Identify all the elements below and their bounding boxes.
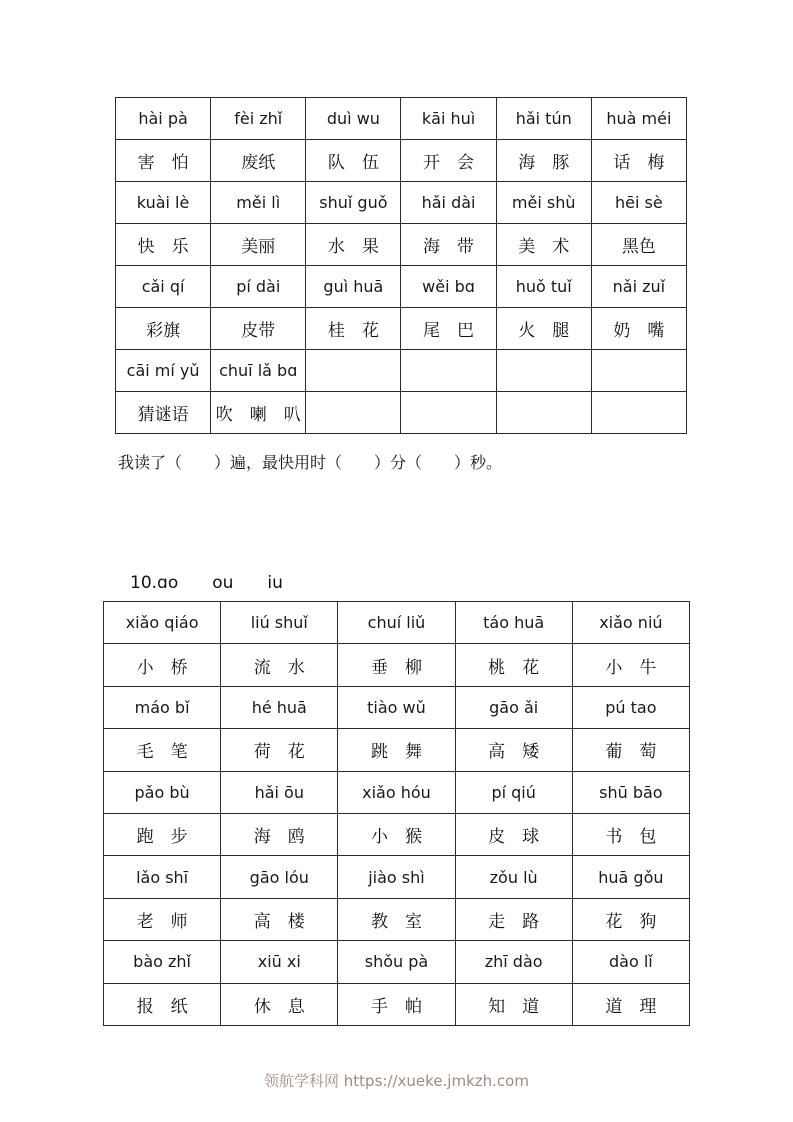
hanzi-cell: 桃 花 (455, 644, 572, 686)
hanzi-cell: 奶 嘴 (591, 308, 686, 350)
table-row (104, 644, 690, 686)
table-row (116, 308, 687, 350)
pinyin-cell: pí dài (211, 266, 306, 308)
hanzi-cell: 手 帕 (338, 983, 455, 1025)
pinyin-cell: pú tao (572, 686, 689, 728)
hanzi-cell (401, 392, 496, 434)
pinyin-cell: gāo lóu (221, 856, 338, 898)
hanzi-cell: 废纸 (211, 140, 306, 182)
pinyin-cell: pí qiú (455, 771, 572, 813)
table-row (116, 98, 687, 140)
pinyin-cell: duì wu (306, 98, 401, 140)
hanzi-cell: 黑色 (591, 224, 686, 266)
pinyin-cell: jiào shì (338, 856, 455, 898)
pinyin-cell: hé huā (221, 686, 338, 728)
hanzi-cell: 彩旗 (116, 308, 211, 350)
hanzi-cell: 走 路 (455, 898, 572, 940)
pinyin-cell: shuǐ guǒ (306, 182, 401, 224)
pinyin-word-table-2 (103, 601, 690, 1026)
hanzi-cell: 皮带 (211, 308, 306, 350)
hanzi-cell: 老 师 (104, 898, 221, 940)
hanzi-cell: 皮 球 (455, 813, 572, 855)
hanzi-cell: 桂 花 (306, 308, 401, 350)
footer-watermark: 领航学科网 https://xueke.jmkzh.com (264, 1072, 529, 1090)
hanzi-cell: 猜谜语 (116, 392, 211, 434)
hanzi-cell: 海 豚 (496, 140, 591, 182)
hanzi-cell (496, 392, 591, 434)
pinyin-cell: shǒu pà (338, 941, 455, 983)
table-row (116, 182, 687, 224)
hanzi-cell (306, 392, 401, 434)
pinyin-cell: chuī lǎ bɑ (211, 350, 306, 392)
pinyin-cell: guì huā (306, 266, 401, 308)
hanzi-cell: 花 狗 (572, 898, 689, 940)
pinyin-cell: hēi sè (591, 182, 686, 224)
pinyin-cell: xiǎo qiáo (104, 602, 221, 644)
hanzi-cell: 高 矮 (455, 729, 572, 771)
hanzi-cell: 休 息 (221, 983, 338, 1025)
hanzi-cell: 流 水 (221, 644, 338, 686)
table-row (104, 898, 690, 940)
hanzi-cell: 垂 柳 (338, 644, 455, 686)
hanzi-cell: 毛 笔 (104, 729, 221, 771)
table-row (116, 224, 687, 266)
hanzi-cell: 教 室 (338, 898, 455, 940)
pinyin-cell: pǎo bù (104, 771, 221, 813)
hanzi-cell: 队 伍 (306, 140, 401, 182)
pinyin-cell: fèi zhǐ (211, 98, 306, 140)
hanzi-cell: 道 理 (572, 983, 689, 1025)
table-row (104, 941, 690, 983)
hanzi-cell: 跳 舞 (338, 729, 455, 771)
hanzi-cell: 尾 巴 (401, 308, 496, 350)
hanzi-cell: 高 楼 (221, 898, 338, 940)
hanzi-cell: 海 带 (401, 224, 496, 266)
pinyin-cell: měi lì (211, 182, 306, 224)
hanzi-cell: 快 乐 (116, 224, 211, 266)
pinyin-cell: wěi bɑ (401, 266, 496, 308)
pinyin-cell (496, 350, 591, 392)
hanzi-cell: 书 包 (572, 813, 689, 855)
pinyin-cell: cāi mí yǔ (116, 350, 211, 392)
table-row (116, 392, 687, 434)
hanzi-cell: 报 纸 (104, 983, 221, 1025)
pinyin-cell: kuài lè (116, 182, 211, 224)
table-row (116, 350, 687, 392)
pinyin-word-table-1 (115, 97, 687, 434)
pinyin-cell: zhī dào (455, 941, 572, 983)
hanzi-cell: 火 腿 (496, 308, 591, 350)
pinyin-cell: gāo ǎi (455, 686, 572, 728)
table-row (104, 856, 690, 898)
pinyin-cell: xiǎo hóu (338, 771, 455, 813)
hanzi-cell (591, 392, 686, 434)
pinyin-cell: shū bāo (572, 771, 689, 813)
pinyin-cell: hǎi tún (496, 98, 591, 140)
pinyin-cell: kāi huì (401, 98, 496, 140)
hanzi-cell: 吹 喇 叭 (211, 392, 306, 434)
table-row (104, 686, 690, 728)
pinyin-cell: nǎi zuǐ (591, 266, 686, 308)
pinyin-cell: hǎi dài (401, 182, 496, 224)
table-row (104, 602, 690, 644)
pinyin-cell: huà méi (591, 98, 686, 140)
pinyin-cell: xiǎo niú (572, 602, 689, 644)
hanzi-cell: 美 术 (496, 224, 591, 266)
table-row (104, 813, 690, 855)
pinyin-cell: xiū xi (221, 941, 338, 983)
pinyin-cell (591, 350, 686, 392)
hanzi-cell: 海 鸥 (221, 813, 338, 855)
pinyin-cell: měi shù (496, 182, 591, 224)
pinyin-cell (401, 350, 496, 392)
pinyin-cell: bào zhǐ (104, 941, 221, 983)
hanzi-cell: 小 桥 (104, 644, 221, 686)
table-row (116, 140, 687, 182)
pinyin-cell: hài pà (116, 98, 211, 140)
table-row (116, 266, 687, 308)
pinyin-cell: dào lǐ (572, 941, 689, 983)
pinyin-cell: huā gǒu (572, 856, 689, 898)
pinyin-cell: táo huā (455, 602, 572, 644)
hanzi-cell: 葡 萄 (572, 729, 689, 771)
pinyin-cell: huǒ tuǐ (496, 266, 591, 308)
hanzi-cell: 美丽 (211, 224, 306, 266)
table-row (104, 983, 690, 1025)
pinyin-cell: zǒu lù (455, 856, 572, 898)
pinyin-cell: cǎi qí (116, 266, 211, 308)
pinyin-cell: máo bǐ (104, 686, 221, 728)
pinyin-cell: liú shuǐ (221, 602, 338, 644)
hanzi-cell: 话 梅 (591, 140, 686, 182)
pinyin-cell: lǎo shī (104, 856, 221, 898)
section-title: 10.ɑo ou iu (130, 573, 283, 593)
reading-count-note: 我读了（ ）遍，最快用时（ ）分（ ）秒。 (118, 453, 503, 472)
hanzi-cell: 跑 步 (104, 813, 221, 855)
pinyin-cell: tiào wǔ (338, 686, 455, 728)
hanzi-cell: 知 道 (455, 983, 572, 1025)
hanzi-cell: 害 怕 (116, 140, 211, 182)
hanzi-cell: 水 果 (306, 224, 401, 266)
hanzi-cell: 荷 花 (221, 729, 338, 771)
hanzi-cell: 小 牛 (572, 644, 689, 686)
hanzi-cell: 开 会 (401, 140, 496, 182)
pinyin-cell: hǎi ōu (221, 771, 338, 813)
table-row (104, 729, 690, 771)
hanzi-cell: 小 猴 (338, 813, 455, 855)
pinyin-cell: chuí liǔ (338, 602, 455, 644)
pinyin-cell (306, 350, 401, 392)
table-row (104, 771, 690, 813)
